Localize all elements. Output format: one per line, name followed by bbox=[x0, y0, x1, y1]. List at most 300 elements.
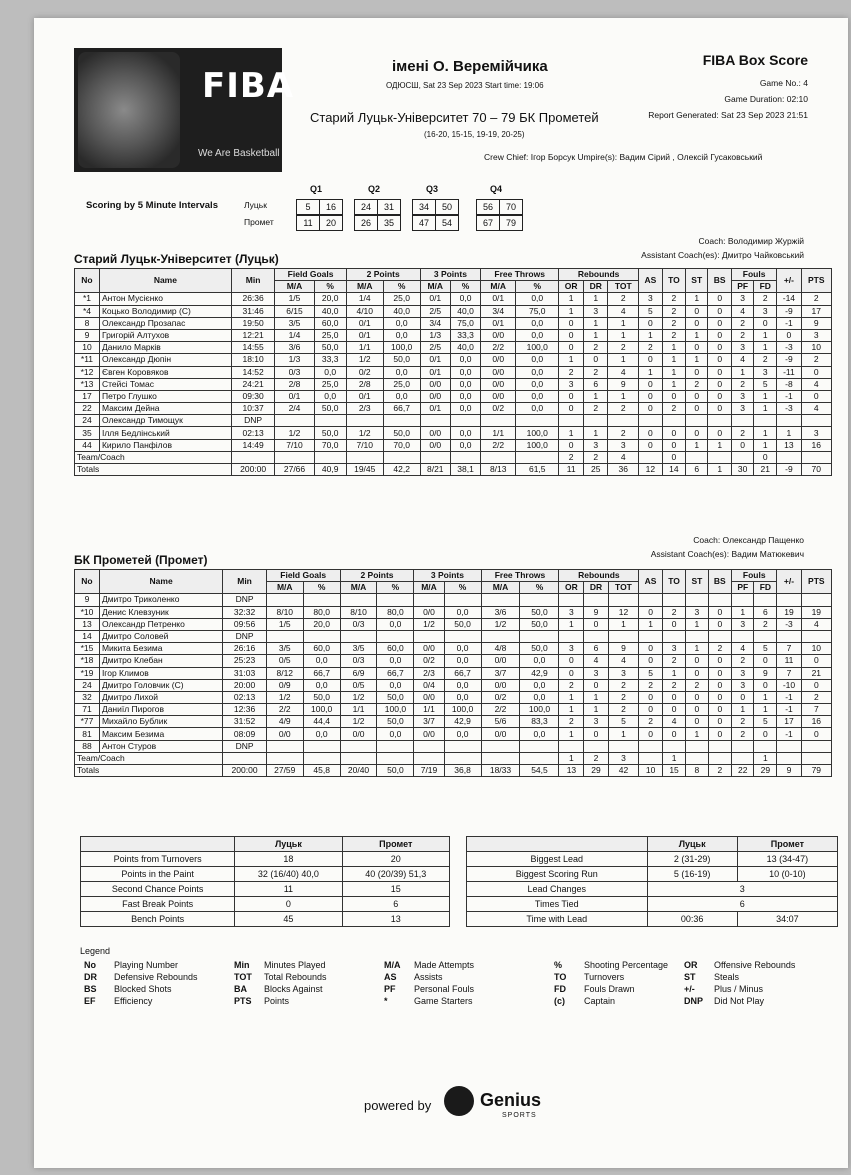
cell: 40,0 bbox=[383, 305, 420, 317]
interval-score: 54 bbox=[441, 218, 452, 228]
cell: 3 bbox=[732, 667, 754, 679]
cell: 42,2 bbox=[383, 464, 420, 476]
cell: 0,0 bbox=[450, 293, 480, 305]
cell bbox=[414, 630, 444, 642]
cell bbox=[520, 594, 559, 606]
player-number: 24 bbox=[75, 679, 100, 691]
cell bbox=[801, 594, 831, 606]
col-pts: PTS bbox=[801, 570, 831, 594]
player-name: Ілля Бедлінський bbox=[99, 427, 231, 439]
cell: 40,9 bbox=[314, 464, 346, 476]
cell: 0/0 bbox=[420, 439, 450, 451]
cell: 0 bbox=[708, 655, 732, 667]
cell: 3 bbox=[732, 293, 754, 305]
cell bbox=[340, 752, 377, 764]
summary-row bbox=[467, 882, 838, 897]
cell: 4 bbox=[608, 366, 639, 378]
cell bbox=[754, 630, 777, 642]
cell: 0 bbox=[559, 342, 584, 354]
cell: 0 bbox=[559, 390, 584, 402]
cell: 1/1 bbox=[481, 427, 516, 439]
summary-value: 2 (31-29) bbox=[647, 852, 737, 867]
cell: 32:32 bbox=[223, 606, 267, 618]
player-name: Олександр Прозапас bbox=[99, 317, 231, 329]
summary-value: 11 bbox=[235, 882, 342, 897]
cell: 100,0 bbox=[383, 342, 420, 354]
cell: 2/2 bbox=[481, 342, 516, 354]
cell: 1 bbox=[559, 728, 584, 740]
legend-desc: Shooting Percentage bbox=[584, 960, 669, 970]
cell: 17 bbox=[777, 716, 801, 728]
cell bbox=[450, 415, 480, 427]
legend-item bbox=[554, 984, 635, 994]
cell: 1 bbox=[639, 329, 663, 341]
cell bbox=[275, 415, 314, 427]
cell: 19 bbox=[777, 606, 801, 618]
summary-value: 10 (0-10) bbox=[737, 867, 837, 882]
cell: 2 bbox=[584, 403, 608, 415]
player-name: Кирило Панфілов bbox=[99, 439, 231, 451]
cell: 0,0 bbox=[516, 366, 559, 378]
team1-title: Старий Луцьк-Університет (Луцьк) bbox=[74, 252, 279, 266]
col-pct: % bbox=[444, 582, 481, 594]
legend-item bbox=[384, 972, 443, 982]
cell: 2 bbox=[662, 606, 685, 618]
player-name: Дмитро Лихой bbox=[99, 691, 222, 703]
summary-value: 34:07 bbox=[737, 912, 837, 927]
cell: 0 bbox=[559, 317, 584, 329]
cell: 27/66 bbox=[275, 464, 314, 476]
cell: 0 bbox=[686, 655, 708, 667]
cell: 200:00 bbox=[223, 765, 267, 777]
cell: 13 bbox=[777, 439, 801, 451]
cell bbox=[520, 740, 559, 752]
cell: 0/0 bbox=[414, 728, 444, 740]
cell: 0 bbox=[559, 655, 584, 667]
cell bbox=[801, 451, 831, 463]
cell: 3 bbox=[584, 305, 608, 317]
player-number: 35 bbox=[75, 427, 100, 439]
cell: 1 bbox=[584, 317, 608, 329]
cell: 25,0 bbox=[383, 378, 420, 390]
cell: 2 bbox=[608, 427, 639, 439]
cell bbox=[303, 752, 340, 764]
summary-row bbox=[81, 867, 450, 882]
cell: 0 bbox=[708, 728, 732, 740]
cell bbox=[559, 594, 584, 606]
cell: 3 bbox=[608, 439, 639, 451]
cell: 2 bbox=[559, 451, 584, 463]
legend-abbr: DNP bbox=[684, 996, 704, 1006]
cell: 2 bbox=[662, 329, 685, 341]
cell: 0,0 bbox=[303, 679, 340, 691]
cell bbox=[481, 752, 520, 764]
legend-item bbox=[84, 984, 172, 994]
cell bbox=[377, 594, 414, 606]
team1-boxscore-table bbox=[74, 268, 832, 476]
cell: 1 bbox=[754, 427, 777, 439]
cell: 1 bbox=[732, 704, 754, 716]
player-number: 9 bbox=[75, 329, 100, 341]
cell bbox=[303, 594, 340, 606]
cell: 2/5 bbox=[420, 305, 450, 317]
cell bbox=[732, 594, 754, 606]
legend-item bbox=[684, 972, 739, 982]
player-number: 14 bbox=[75, 630, 100, 642]
interval-score: 70 bbox=[505, 202, 516, 212]
cell: 3 bbox=[732, 403, 754, 415]
cell: 0,0 bbox=[516, 403, 559, 415]
cell bbox=[777, 740, 801, 752]
player-row bbox=[75, 728, 832, 740]
cell: 38,1 bbox=[450, 464, 480, 476]
legend-item bbox=[684, 960, 795, 970]
cell: 02:13 bbox=[231, 427, 275, 439]
summary-label: Fast Break Points bbox=[81, 897, 235, 912]
cell: 0 bbox=[559, 667, 584, 679]
cell: 0,0 bbox=[383, 329, 420, 341]
cell: 2 bbox=[662, 403, 685, 415]
cell: 3 bbox=[662, 643, 685, 655]
cell: 2 bbox=[584, 451, 608, 463]
player-name: Ігор Климов bbox=[99, 667, 222, 679]
cell: 0 bbox=[662, 451, 685, 463]
cell: 60,0 bbox=[303, 643, 340, 655]
cell: 2 bbox=[662, 655, 685, 667]
cell: 4 bbox=[732, 354, 754, 366]
cell: 20,0 bbox=[303, 618, 340, 630]
cell: 1 bbox=[754, 752, 777, 764]
cell: 75,0 bbox=[450, 317, 480, 329]
cell: -11 bbox=[777, 366, 801, 378]
cell bbox=[444, 630, 481, 642]
cell: 1/3 bbox=[420, 329, 450, 341]
cell: 0 bbox=[639, 317, 663, 329]
col-pf: PF bbox=[732, 281, 754, 293]
cell: 0/0 bbox=[481, 329, 516, 341]
cell: 0 bbox=[708, 427, 732, 439]
col-dr: DR bbox=[584, 582, 608, 594]
col-st: ST bbox=[686, 269, 708, 293]
player-number: *10 bbox=[75, 606, 100, 618]
player-row bbox=[75, 378, 832, 390]
player-number: *1 bbox=[75, 293, 100, 305]
cell: 2 bbox=[608, 403, 639, 415]
cell: 0 bbox=[754, 451, 777, 463]
cell bbox=[708, 594, 732, 606]
cell: 0,0 bbox=[444, 606, 481, 618]
cell: 1 bbox=[662, 366, 685, 378]
player-row bbox=[75, 691, 832, 703]
cell: 0/5 bbox=[340, 679, 377, 691]
cell: 22 bbox=[732, 765, 754, 777]
player-name: Євген Коровяков bbox=[99, 366, 231, 378]
player-name: Михайло Бублик bbox=[99, 716, 222, 728]
cell: 2 bbox=[559, 716, 584, 728]
cell bbox=[777, 415, 801, 427]
cell bbox=[639, 630, 663, 642]
cell: 0/0 bbox=[340, 728, 377, 740]
cell: 12 bbox=[608, 606, 639, 618]
cell: 0,0 bbox=[520, 691, 559, 703]
col-as: AS bbox=[639, 269, 663, 293]
cell: 0/1 bbox=[481, 317, 516, 329]
cell: -1 bbox=[777, 317, 801, 329]
cell: 1 bbox=[686, 618, 708, 630]
cell: -8 bbox=[777, 378, 801, 390]
cell bbox=[608, 630, 639, 642]
cell: 4/10 bbox=[346, 305, 383, 317]
genius-brand: Genius bbox=[480, 1090, 542, 1110]
cell: 0 bbox=[686, 390, 708, 402]
cell: 0/0 bbox=[420, 427, 450, 439]
cell: 100,0 bbox=[303, 704, 340, 716]
cell: 7 bbox=[801, 704, 831, 716]
legend-desc: Did Not Play bbox=[714, 996, 765, 1006]
game-number: Game No.: 4 bbox=[759, 78, 808, 88]
player-number: 17 bbox=[75, 390, 100, 402]
cell bbox=[732, 451, 754, 463]
cell: 0/1 bbox=[420, 354, 450, 366]
interval-box-away bbox=[296, 215, 343, 231]
cell: 2 bbox=[639, 342, 663, 354]
col-fouls: Fouls bbox=[732, 570, 777, 582]
cell: 0 bbox=[708, 618, 732, 630]
interval-score: 35 bbox=[383, 218, 394, 228]
player-row bbox=[75, 427, 832, 439]
cell: 8 bbox=[686, 765, 708, 777]
cell: 0/0 bbox=[481, 390, 516, 402]
cell: 20:00 bbox=[223, 679, 267, 691]
cell: 1/2 bbox=[481, 618, 520, 630]
cell: 2 bbox=[732, 329, 754, 341]
cell: 3/7 bbox=[481, 667, 520, 679]
cell: 2 bbox=[662, 293, 685, 305]
fiba-tagline: We Are Basketball bbox=[198, 148, 280, 159]
cell: 0,0 bbox=[377, 679, 414, 691]
cell: 3 bbox=[732, 390, 754, 402]
cell bbox=[686, 451, 708, 463]
col-ma: M/A bbox=[420, 281, 450, 293]
cell bbox=[414, 740, 444, 752]
cell: 2 bbox=[708, 765, 732, 777]
cell: 3 bbox=[639, 293, 663, 305]
col-fd: FD bbox=[754, 582, 777, 594]
player-name: Денис Клевзуник bbox=[99, 606, 222, 618]
cell bbox=[303, 630, 340, 642]
cell bbox=[708, 415, 732, 427]
team1-assistant: Assistant Coach(es): Дмитро Чайковський bbox=[641, 250, 804, 260]
col-p2: 2 Points bbox=[346, 269, 420, 281]
col-ma: M/A bbox=[481, 582, 520, 594]
cell: 2 bbox=[732, 728, 754, 740]
interval-score: 20 bbox=[325, 218, 336, 228]
cell bbox=[520, 630, 559, 642]
player-name: Максим Дейна bbox=[99, 403, 231, 415]
cell: 1 bbox=[584, 390, 608, 402]
legend-item bbox=[234, 996, 289, 1006]
report-generated: Report Generated: Sat 23 Sep 2023 21:51 bbox=[648, 110, 808, 120]
cell: 21 bbox=[801, 667, 831, 679]
col-no: No bbox=[75, 269, 100, 293]
cell bbox=[608, 740, 639, 752]
cell: 8/21 bbox=[420, 464, 450, 476]
legend-desc: Blocks Against bbox=[264, 984, 323, 994]
cell bbox=[732, 752, 754, 764]
cell bbox=[383, 415, 420, 427]
cell bbox=[686, 740, 708, 752]
cell: 0 bbox=[662, 390, 685, 402]
cell: 0/4 bbox=[414, 679, 444, 691]
cell: 0,0 bbox=[444, 728, 481, 740]
cell: 0 bbox=[639, 606, 663, 618]
player-name: Дмитро Головчик (C) bbox=[99, 679, 222, 691]
cell: 100,0 bbox=[516, 439, 559, 451]
summary-label: Second Chance Points bbox=[81, 882, 235, 897]
cell: 1 bbox=[559, 618, 584, 630]
cell: 3/5 bbox=[266, 643, 303, 655]
summary-label: Time with Lead bbox=[467, 912, 648, 927]
cell: 44,4 bbox=[303, 716, 340, 728]
cell: 0/0 bbox=[420, 390, 450, 402]
cell: 0/3 bbox=[340, 655, 377, 667]
cell: 1 bbox=[686, 329, 708, 341]
cell: 7/19 bbox=[414, 765, 444, 777]
cell: 29 bbox=[584, 765, 608, 777]
interval-score: 79 bbox=[505, 218, 516, 228]
cell: 14:52 bbox=[231, 366, 275, 378]
cell: 0 bbox=[662, 439, 685, 451]
cell: 1 bbox=[608, 728, 639, 740]
cell: 1/2 bbox=[340, 691, 377, 703]
col-to: TO bbox=[662, 269, 685, 293]
cell: 0 bbox=[639, 390, 663, 402]
legend-item bbox=[554, 972, 624, 982]
col-ft: Free Throws bbox=[481, 570, 559, 582]
cell: 0 bbox=[708, 305, 732, 317]
header-row bbox=[75, 570, 832, 582]
cell: 0 bbox=[754, 655, 777, 667]
col-pf: PF bbox=[732, 582, 754, 594]
cell: 1 bbox=[608, 317, 639, 329]
cell: 0 bbox=[559, 439, 584, 451]
col-dr: DR bbox=[584, 281, 608, 293]
cell: 1 bbox=[754, 403, 777, 415]
col-name: Name bbox=[99, 570, 222, 594]
cell: 50,0 bbox=[377, 765, 414, 777]
player-row bbox=[75, 342, 832, 354]
cell: 11 bbox=[559, 464, 584, 476]
cell bbox=[801, 752, 831, 764]
cell bbox=[686, 594, 708, 606]
cell: 5 bbox=[608, 716, 639, 728]
cell bbox=[732, 415, 754, 427]
player-number: *19 bbox=[75, 667, 100, 679]
cell: 5 bbox=[754, 716, 777, 728]
summary-value: 5 (16-19) bbox=[647, 867, 737, 882]
cell: 1/2 bbox=[275, 427, 314, 439]
cell: -1 bbox=[777, 728, 801, 740]
cell: 8/10 bbox=[266, 606, 303, 618]
player-number: 81 bbox=[75, 728, 100, 740]
player-number: 22 bbox=[75, 403, 100, 415]
summary-header bbox=[81, 837, 450, 852]
player-row bbox=[75, 643, 832, 655]
cell: 19 bbox=[801, 606, 831, 618]
cell: 25,0 bbox=[383, 293, 420, 305]
cell: 2 bbox=[559, 679, 584, 691]
cell: 100,0 bbox=[516, 427, 559, 439]
cell: 0/1 bbox=[275, 390, 314, 402]
cell: 2 bbox=[801, 691, 831, 703]
cell: 66,7 bbox=[303, 667, 340, 679]
legend-abbr: FD bbox=[554, 984, 566, 994]
cell: 16 bbox=[801, 716, 831, 728]
cell: 4 bbox=[608, 655, 639, 667]
cell: 70,0 bbox=[383, 439, 420, 451]
header-row bbox=[75, 269, 832, 281]
col-bs: BS bbox=[708, 269, 732, 293]
cell bbox=[559, 740, 584, 752]
cell: 1/4 bbox=[346, 293, 383, 305]
cell: 0 bbox=[639, 728, 663, 740]
powered-by: powered by bbox=[364, 1098, 432, 1113]
cell: 2/4 bbox=[275, 403, 314, 415]
cell: 2 bbox=[608, 691, 639, 703]
cell bbox=[708, 752, 732, 764]
cell bbox=[608, 594, 639, 606]
cell: 2/8 bbox=[346, 378, 383, 390]
cell: 1 bbox=[662, 354, 685, 366]
cell: 66,7 bbox=[444, 667, 481, 679]
cell: 11 bbox=[777, 655, 801, 667]
cell: 50,0 bbox=[377, 691, 414, 703]
quarter-label: Q1 bbox=[310, 184, 323, 194]
player-row bbox=[75, 704, 832, 716]
player-number: *12 bbox=[75, 366, 100, 378]
interval-score: 56 bbox=[477, 200, 500, 214]
cell: 0 bbox=[662, 618, 685, 630]
cell: 9 bbox=[608, 643, 639, 655]
cell: 3 bbox=[608, 752, 639, 764]
cell: 09:30 bbox=[231, 390, 275, 402]
cell: 1 bbox=[732, 606, 754, 618]
col-pct: % bbox=[383, 281, 420, 293]
cell: 0/1 bbox=[346, 317, 383, 329]
cell: 3 bbox=[584, 667, 608, 679]
cell: 0 bbox=[686, 403, 708, 415]
cell bbox=[231, 451, 275, 463]
intervals-label: Scoring by 5 Minute Intervals bbox=[86, 200, 218, 211]
cell: 0 bbox=[559, 403, 584, 415]
cell: 0,0 bbox=[383, 366, 420, 378]
cell: 50,0 bbox=[314, 342, 346, 354]
cell: 2 bbox=[662, 305, 685, 317]
summary-head-cell bbox=[81, 837, 235, 852]
cell: 2 bbox=[732, 655, 754, 667]
cell: 100,0 bbox=[377, 704, 414, 716]
cell: 24:21 bbox=[231, 378, 275, 390]
quarter-label: Q2 bbox=[368, 184, 381, 194]
cell: 0 bbox=[801, 390, 831, 402]
cell: 25 bbox=[584, 464, 608, 476]
cell bbox=[340, 740, 377, 752]
cell: 0 bbox=[801, 679, 831, 691]
cell bbox=[314, 451, 346, 463]
legend-desc: Game Starters bbox=[414, 996, 473, 1006]
cell: 100,0 bbox=[520, 704, 559, 716]
summary-left-table bbox=[80, 836, 450, 927]
